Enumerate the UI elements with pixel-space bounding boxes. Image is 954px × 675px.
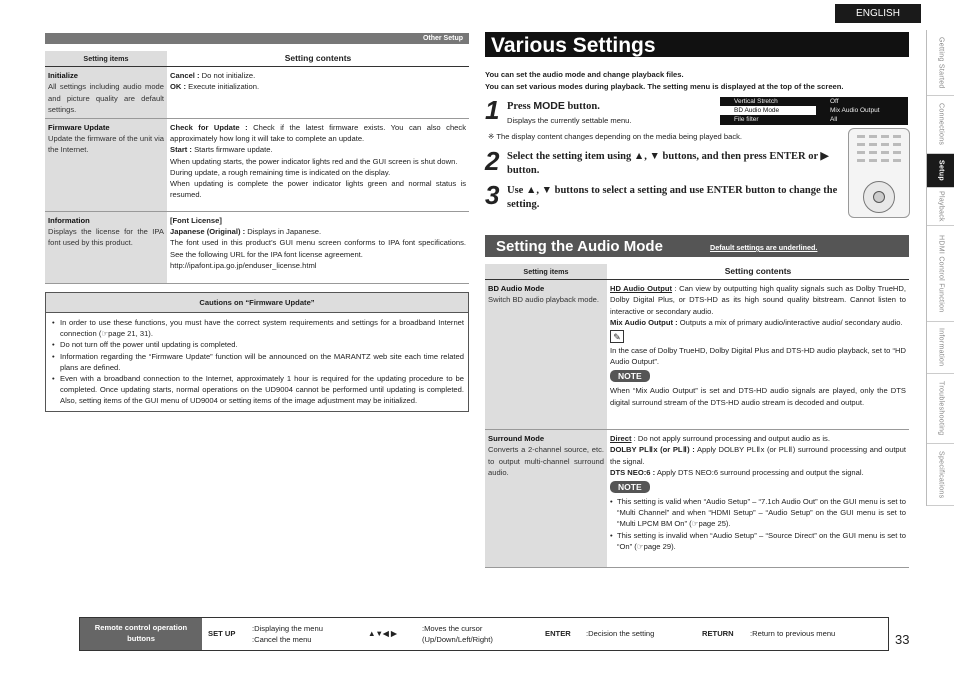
enter-desc: :Decision the setting [586,629,655,638]
content-line: OK : Execute initialization. [170,82,260,92]
mode-key: MODE [533,100,565,112]
note-badge: NOTE [610,481,650,493]
step-1: 1 Press MODE button. Displays the currently settable menu. [485,97,720,127]
note-badge: NOTE [610,370,650,382]
content-line: Check for Update : Check if the latest firmware exists. You can also check approximately how long it will take to complete an update. [170,123,466,144]
arrow-keys: ▲▼◀ ▶ [368,629,397,638]
section-title: Setting the Audio Mode Default settings are underlined. [485,235,909,257]
language-badge: ENGLISH [835,4,921,23]
defaults-note: Default settings are underlined. [710,243,818,252]
step-text: Use ▲, ▼ buttons to select a setting and use ENTER button to change the setting. [507,185,838,210]
other-setup-table [45,51,469,284]
col-setting-contents: Setting contents [167,51,469,67]
audio-mode-table [485,264,909,568]
page-number: 33 [895,632,910,647]
item-desc: Displays the license for the IPA font used by this product. [48,227,164,248]
item-name: Surround Mode [488,434,545,444]
page-title: Various Settings [485,32,909,57]
arrow-desc: :Moves the cursor (Up/Down/Left/Right) [422,624,493,644]
remote-buttons-legend [79,617,889,651]
menu-row: File filter All [734,116,838,123]
table-row [485,430,909,568]
step-text: Select the setting item using ▲, ▼ buttons, and then press ENTER or ▶ button. [507,151,829,176]
item-name: BD Audio Mode [488,284,545,294]
tip-text: In the case of Dolby TrueHD, Dolby Digital Plus and DTS-HD audio playback, set to “HD Audio Output”. [610,346,906,367]
table-row [45,67,469,119]
enter-key: ENTER [545,629,571,638]
step-number: 1 [485,95,500,125]
legend-label: Remote control operation buttons [80,618,202,650]
caution-item: • In order to use these functions, you must have the correct system requirements and settings for a broadband Internet connection (☞page 21, 31). [52,317,464,339]
caution-title: Cautions on “Firmware Update” [46,293,468,313]
content-line: When updating starts, the power indicator lights red and the GUI screen is shut down. [170,156,458,166]
intro [485,69,844,92]
note-item: • This setting is valid when “Audio Setup” – “7.1ch Audio Out” on the GUI menu is set to “Multi Channel” and when “HDMI Setup” – “Audio Setup” on the GUI menu is set to “Multi LPCM BM On” (☞page 25). [610,497,906,529]
item-desc: Converts a 2-channel source, etc. to output multi-channel surround audio. [488,445,604,477]
tab-troubleshooting[interactable]: Troubleshooting [927,374,954,444]
setup-key: SET UP [208,629,236,638]
item-desc: All settings including audio mode and picture quality are default settings. [48,82,164,114]
caution-item: • Do not turn off the power until updating is completed. [52,339,464,350]
caution-item: • Information regarding the “Firmware Update” function will be announced on the MARANTZ web site each time related plans are defined. [52,351,464,373]
intro-line: You can set various modes during playback. The setting menu is displayed at the top of the screen. [485,81,844,91]
content-line: Mix Audio Output : Outputs a mix of primary audio/interactive audio/ secondary audio. [610,317,903,327]
item-name: Firmware Update [48,123,110,133]
display-note: ※ The display content changes depending on the media being played back. [488,132,743,141]
col-setting-contents: Setting contents [607,264,909,280]
tab-hdmi-control[interactable]: HDMI Control Function [927,226,954,322]
content-line: When updating is complete the power indicator lights green and normal status is resumed. [170,179,466,200]
tab-setup[interactable]: Setup [927,154,954,188]
col-setting-items: Setting items [45,51,167,67]
content-line: HD Audio Output : Can view by outputting high quality signals such as Dolby TrueHD, Dolby Digital Plus, or DTS-HD as its high sound quality bitstream. Cannot listen to interactive or secondary audio. [610,284,907,316]
step-number: 3 [485,180,500,210]
setup-desc: :Displaying the menu :Cancel the menu [252,624,323,644]
caution-box [45,292,469,412]
intro-line: You can set the audio mode and change playback files. [485,70,684,79]
item-desc: Update the firmware of the unit via the Internet. [48,134,164,155]
enter-button-icon [873,191,885,203]
remote-illustration [848,128,910,218]
side-tabs [926,30,954,506]
tab-playback[interactable]: Playback [927,188,954,226]
license-url[interactable]: http://ipafont.ipa.go.jp/enduser_license.html [170,260,317,270]
step-sub: Displays the currently settable menu. [507,116,632,125]
note-item: • This setting is invalid when “Audio Setup” – “Source Direct” on the GUI menu is set to “On” (☞page 29). [610,530,906,551]
return-key: RETURN [702,629,734,638]
tab-getting-started[interactable]: Getting Started [927,30,954,96]
menu-row-selected: BD Audio Mode Mix Audio Output [720,106,908,115]
table-row [45,212,469,284]
content-line: Start : Starts firmware update. [170,145,273,155]
table-row [45,119,469,212]
content-line: DOLBY PLⅡx (or PLⅡ) : Apply DOLBY PLⅡx (or PLⅡ) surround processing and output the signal. [610,445,906,466]
pencil-icon: ✎ [610,330,624,343]
item-name: Initialize [48,71,78,81]
tab-connections[interactable]: Connections [927,96,954,154]
content-line: Japanese (Original) : Displays in Japanese. [170,227,322,237]
section-bar: Other Setup [45,33,469,44]
step-2 [485,148,840,178]
content-line: [Font License] [170,216,222,226]
tab-specifications[interactable]: Specifications [927,444,954,506]
content-line: During update, a rough remaining time is indicated on the display. [170,167,391,177]
step-number: 2 [485,146,500,176]
menu-row: Vertical Stretch Off [734,98,839,105]
note-text: When “Mix Audio Output” is set and DTS-HD audio signals are played, only the DTS digital surround stream of the DTS-HD audio stream is decoded and output. [610,386,906,407]
return-desc: :Return to previous menu [750,629,836,638]
item-name: Information [48,216,90,226]
tab-information[interactable]: Information [927,322,954,374]
step-3 [485,182,840,212]
content-line: The font used in this product’s GUI menu screen conforms to IPA font specifications. See the following URL for the IPA font license agreement. [170,238,466,259]
table-row [485,280,909,430]
content-line: Cancel : Do not initialize. [170,71,256,81]
on-screen-menu [720,97,908,125]
col-setting-items: Setting items [485,264,607,280]
content-line: Direct : Do not apply surround processing and output audio as is. [610,434,830,444]
caution-item: • Even with a broadband connection to the Internet, approximately 1 hour is required for the updating procedure to be completed. Once updating starts, normal operations on the UD9004 cannot be performed until updating is completed. Also, setting items of the GUI menu of UD9004 or setting items of the image adjustment may be initialized. [52,373,464,407]
content-line: DTS NEO:6 : Apply DTS NEO:6 surround processing and output the signal. [610,467,864,477]
item-desc: Switch BD audio playback mode. [488,295,600,305]
